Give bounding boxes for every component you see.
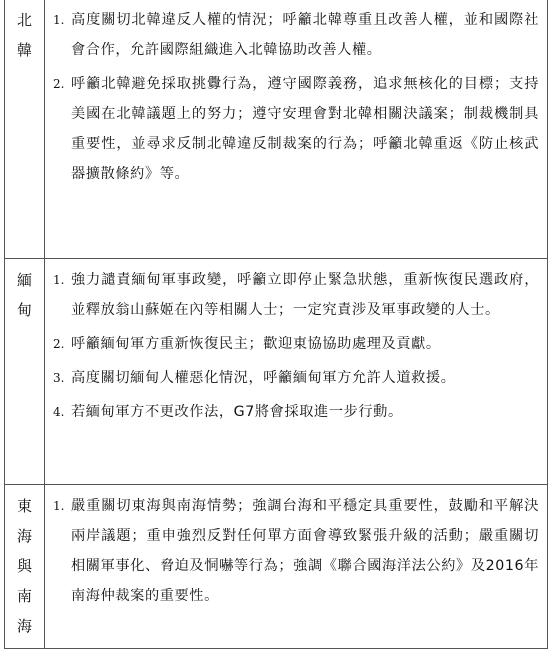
region-char: 韓 bbox=[16, 41, 32, 59]
region-char: 緬 bbox=[16, 271, 32, 289]
item-text: 強力譴責緬甸軍事政變，呼籲立即停止緊急狀態，重新恢復民選政府，並釋放翁山蘇姬在內等相關人士；一定究責涉及軍事政變的人士。 bbox=[71, 272, 539, 318]
content-cell bbox=[45, 259, 548, 485]
item-number: 2. bbox=[53, 337, 65, 351]
content-cell bbox=[45, 485, 548, 649]
region-cell bbox=[5, 0, 45, 259]
item-text: 若緬甸軍方不更改作法，G7將會採取進一步行動。 bbox=[71, 404, 403, 420]
table-row bbox=[5, 0, 548, 259]
list-item bbox=[51, 5, 539, 65]
item-number: 4. bbox=[53, 405, 65, 419]
region-char: 甸 bbox=[16, 301, 32, 319]
item-text: 嚴重關切東海與南海情勢；強調台海和平穩定具重要性，鼓勵和平解決兩岸議題；重申強烈反對任何單方面會導致緊張升級的活動；嚴重關切相關軍事化、脅迫及恫嚇等行為；強調《聯合國海洋法公約》及2016年南海仲裁案的重要性。 bbox=[71, 498, 539, 604]
list-item bbox=[51, 397, 539, 427]
item-number: 1. bbox=[53, 273, 65, 287]
item-number: 1. bbox=[53, 13, 65, 27]
item-text: 呼籲北韓避免採取挑釁行為，遵守國際義務，追求無核化的目標；支持美國在北韓議題上的努力；遵守安理會對北韓相關決議案；制裁機制具重要性，並尋求反制北韓違反制裁案的行為；呼籲北韓重返《防止核武器擴散條約》等。 bbox=[71, 76, 539, 182]
region-char: 東 bbox=[16, 497, 32, 515]
region-char: 海 bbox=[16, 617, 32, 635]
item-text: 高度關切緬甸人權惡化情況，呼籲緬甸軍方允許人道救援。 bbox=[71, 370, 456, 386]
item-text: 高度關切北韓違反人權的情況；呼籲北韓尊重且改善人權，並和國際社會合作，允許國際組織進入北韓協助改善人權。 bbox=[71, 12, 539, 58]
table-row bbox=[5, 259, 548, 485]
item-text: 呼籲緬甸軍方重新恢復民主；歡迎東協協助處理及貢獻。 bbox=[71, 336, 441, 352]
region-char: 南 bbox=[16, 587, 32, 605]
region-char: 與 bbox=[16, 557, 32, 575]
list-item bbox=[51, 491, 539, 611]
region-char: 北 bbox=[16, 11, 32, 29]
region-cell bbox=[5, 259, 45, 485]
item-number: 1. bbox=[53, 499, 65, 513]
list-item bbox=[51, 363, 539, 393]
content-cell bbox=[45, 0, 548, 259]
region-cell bbox=[5, 485, 45, 649]
item-number: 3. bbox=[53, 371, 65, 385]
item-number: 2. bbox=[53, 77, 65, 91]
region-char: 海 bbox=[16, 527, 32, 545]
table-row bbox=[5, 485, 548, 649]
list-item bbox=[51, 329, 539, 359]
list-item bbox=[51, 265, 539, 325]
policy-table bbox=[4, 0, 548, 649]
list-item bbox=[51, 69, 539, 189]
